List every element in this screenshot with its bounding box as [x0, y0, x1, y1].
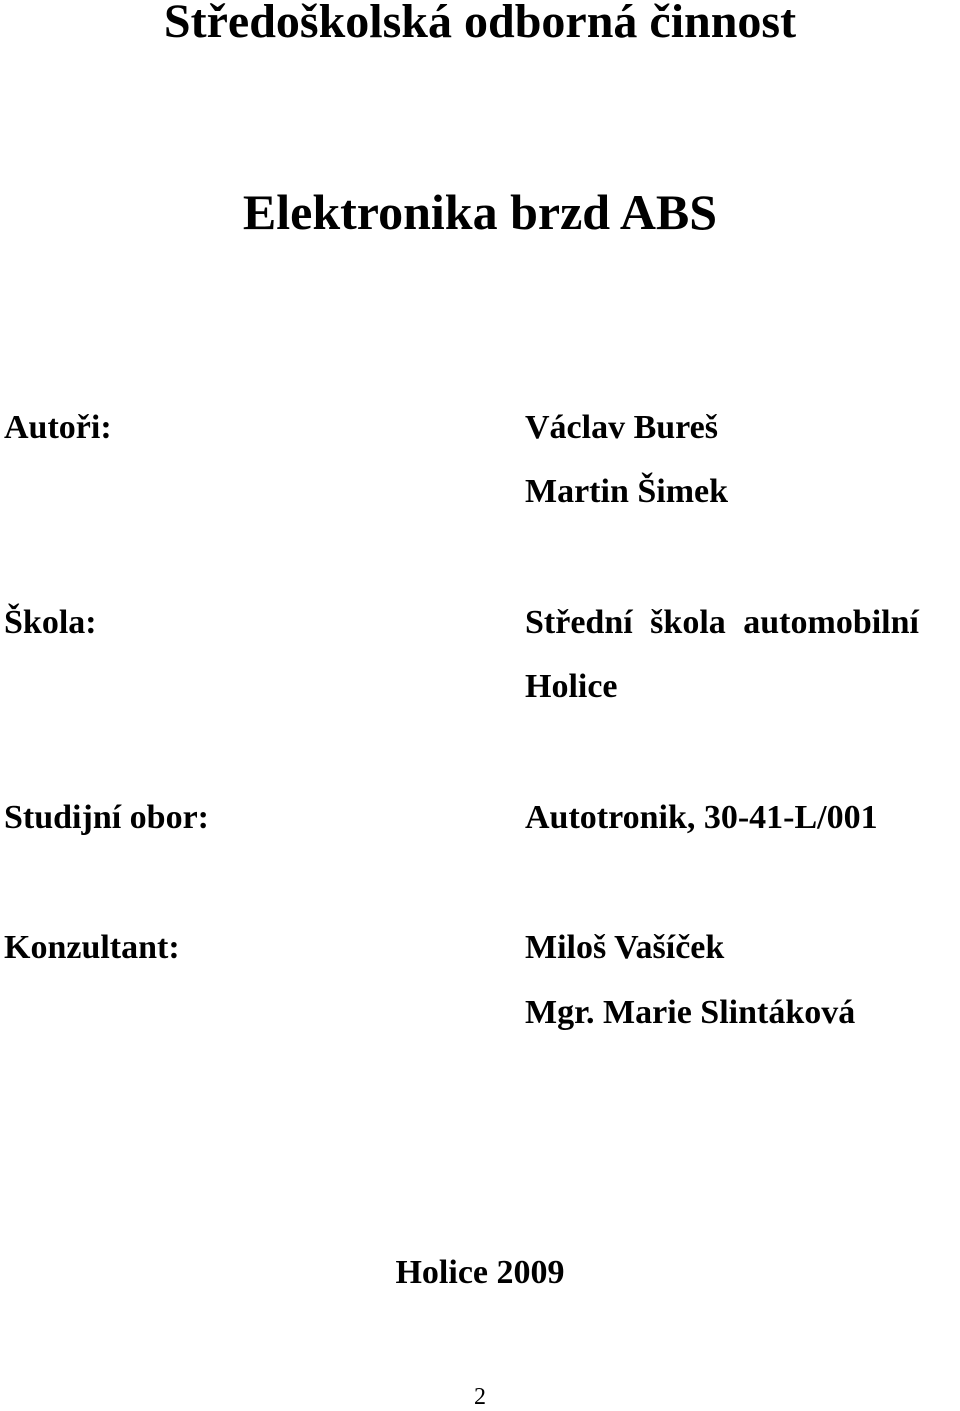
author-name: Martin Šimek — [525, 473, 729, 510]
authors-label: Autoři: — [4, 409, 112, 446]
document-footer: Holice 2009 — [395, 1254, 565, 1291]
document-title: Elektronika brzd ABS — [242, 184, 718, 240]
document-header: Středoškolská odborná činnost — [163, 0, 797, 48]
consultant-name: Mgr. Marie Slintáková — [525, 994, 856, 1031]
consultant-name: Miloš Vašíček — [525, 929, 725, 966]
field-label: Studijní obor: — [4, 799, 209, 836]
field-value: Autotronik, 30-41-L/001 — [525, 799, 878, 836]
page-number: 2 — [474, 1384, 486, 1410]
school-label: Škola: — [4, 604, 97, 641]
author-name: Václav Bureš — [525, 409, 718, 446]
consultant-label: Konzultant: — [4, 929, 180, 966]
school-name: Střední škola automobilní — [525, 604, 919, 641]
school-city: Holice — [525, 668, 618, 705]
